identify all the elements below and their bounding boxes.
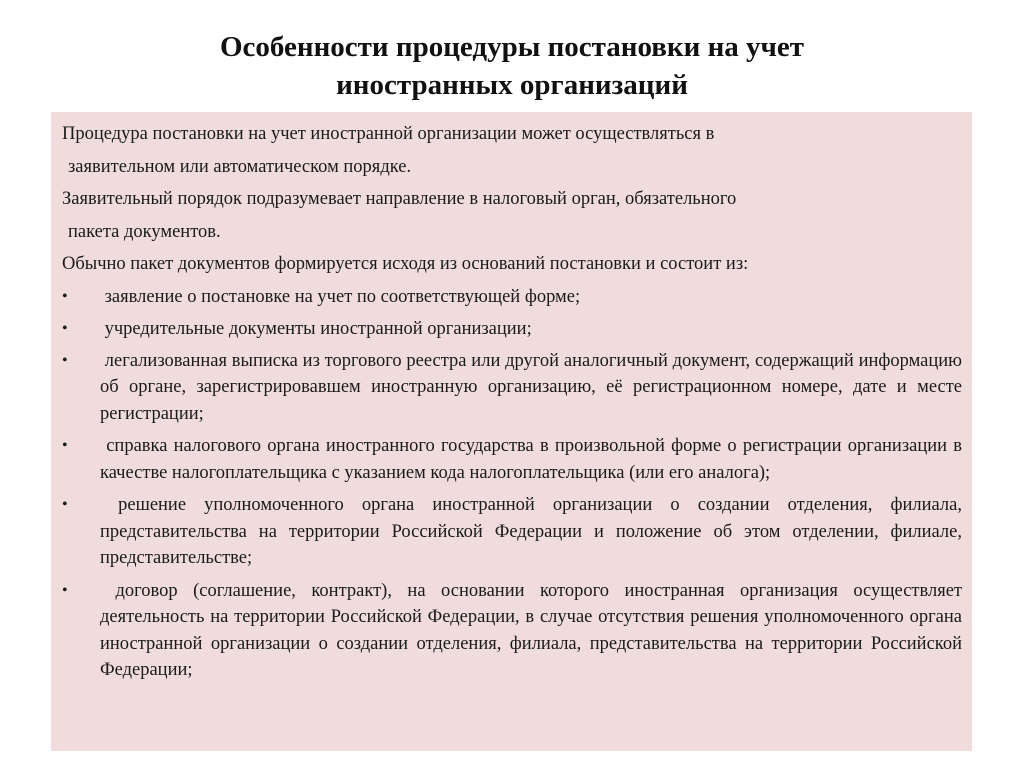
list-item [62,578,962,684]
slide-title-line-2: иностранных организаций [336,69,688,101]
bullet-icon: • [62,496,68,513]
list-item-text: легализованная выписка из торгового реестра или другой аналогичный документ, содержащий информацию об органе, зарегистрировавшем иностранную организацию, её регистрационном номере, дате и месте регистрации; [100,350,962,424]
list-item [62,492,962,572]
list-item-text: справка налогового органа иностранного государства в произвольной форме о регистрации организации в качестве налогоплательщика с указанием кода налогоплательщика (или его аналога); [100,436,963,483]
bullet-icon: • [62,581,68,599]
bullet-icon: • [62,351,68,369]
bullet-icon: • [62,320,68,337]
content-box [51,112,972,751]
slide-title-line-1: Особенности процедуры постановки на учет [219,31,805,63]
list-item [62,281,962,314]
paragraph-line: Заявительный порядок подразумевает направление в налоговый орган, обязательного [62,189,737,209]
intro-paragraph-package [62,248,962,281]
list-item-text: решение уполномоченного органа иностранной организации о создании отделения, филиала, представительства на территории Российской Федерации и положение об этом отделении, филиале, представительстве; [100,495,962,568]
paragraph-line-continued: заявительном или автоматическом порядке. [68,156,412,177]
intro-paragraph-procedure [62,118,962,183]
list-item-text: учредительные документы иностранной организации; [104,319,532,339]
bullet-icon: • [62,287,68,305]
list-item [62,313,962,346]
paragraph-line: Обычно пакет документов формируется исходя из оснований постановки и состоит из: [62,254,749,274]
document-list [62,281,962,684]
list-item-text: договор (соглашение, контракт), на основании которого иностранная организация осуществляет деятельность на территории Российской Федерации, в случае отсутствия решения уполномоченного органа иностранной организации о создании отделения, филиала, представительства на территории Российской Федерации; [100,580,963,680]
paragraph-line: Процедура постановки на учет иностранной организации может осуществляться в [62,124,715,144]
bullet-icon: • [62,437,68,454]
paragraph-line-continued: пакета документов. [68,221,221,242]
list-item [62,348,962,428]
list-item-text: заявление о постановке на учет по соответствующей форме; [104,286,581,307]
intro-paragraph-declarative [62,183,962,248]
list-item [62,433,962,486]
slide-title [0,28,1024,104]
